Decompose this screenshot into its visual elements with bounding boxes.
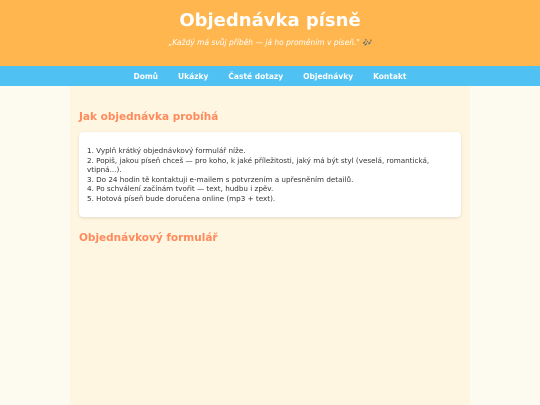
nav-item-samples[interactable]: Ukázky [178, 71, 209, 81]
list-item: 5. Hotová píseň bude doručena online (mp3 + text). [87, 193, 276, 203]
list-item: 3. Do 24 hodin tě kontaktuji e-mailem s potvrzením a upřesněním detailů. [87, 174, 354, 184]
process-heading: Jak objednávka probíhá [79, 111, 219, 123]
list-item: 1. Vyplň krátký objednávkový formulář níže. [87, 146, 246, 155]
nav-item-faq[interactable]: Časté dotazy [228, 71, 284, 81]
main-nav [0, 66, 540, 86]
process-steps [87, 146, 451, 203]
page-title: Objednávka písně [179, 10, 361, 31]
list-item: 2. Popiš, jakou píseň chceš — pro koho, k jaké příležitosti, jaký má být styl (veselá, romantická, vtipná...). [87, 155, 430, 174]
main-content [70, 86, 470, 405]
nav-item-home[interactable]: Domů [133, 71, 159, 81]
tagline: „Každý má svůj příběh — já ho proměním v píseň." 🎶 [168, 38, 372, 47]
nav-item-contact[interactable]: Kontakt [373, 71, 407, 81]
list-item: 4. Po schválení začínám tvořit — text, hudbu i zpěv. [87, 184, 274, 193]
nav-item-orders[interactable]: Objednávky [303, 71, 354, 81]
order-form-heading: Objednávkový formulář [79, 232, 218, 244]
site-header [0, 0, 540, 66]
process-card [79, 132, 461, 217]
